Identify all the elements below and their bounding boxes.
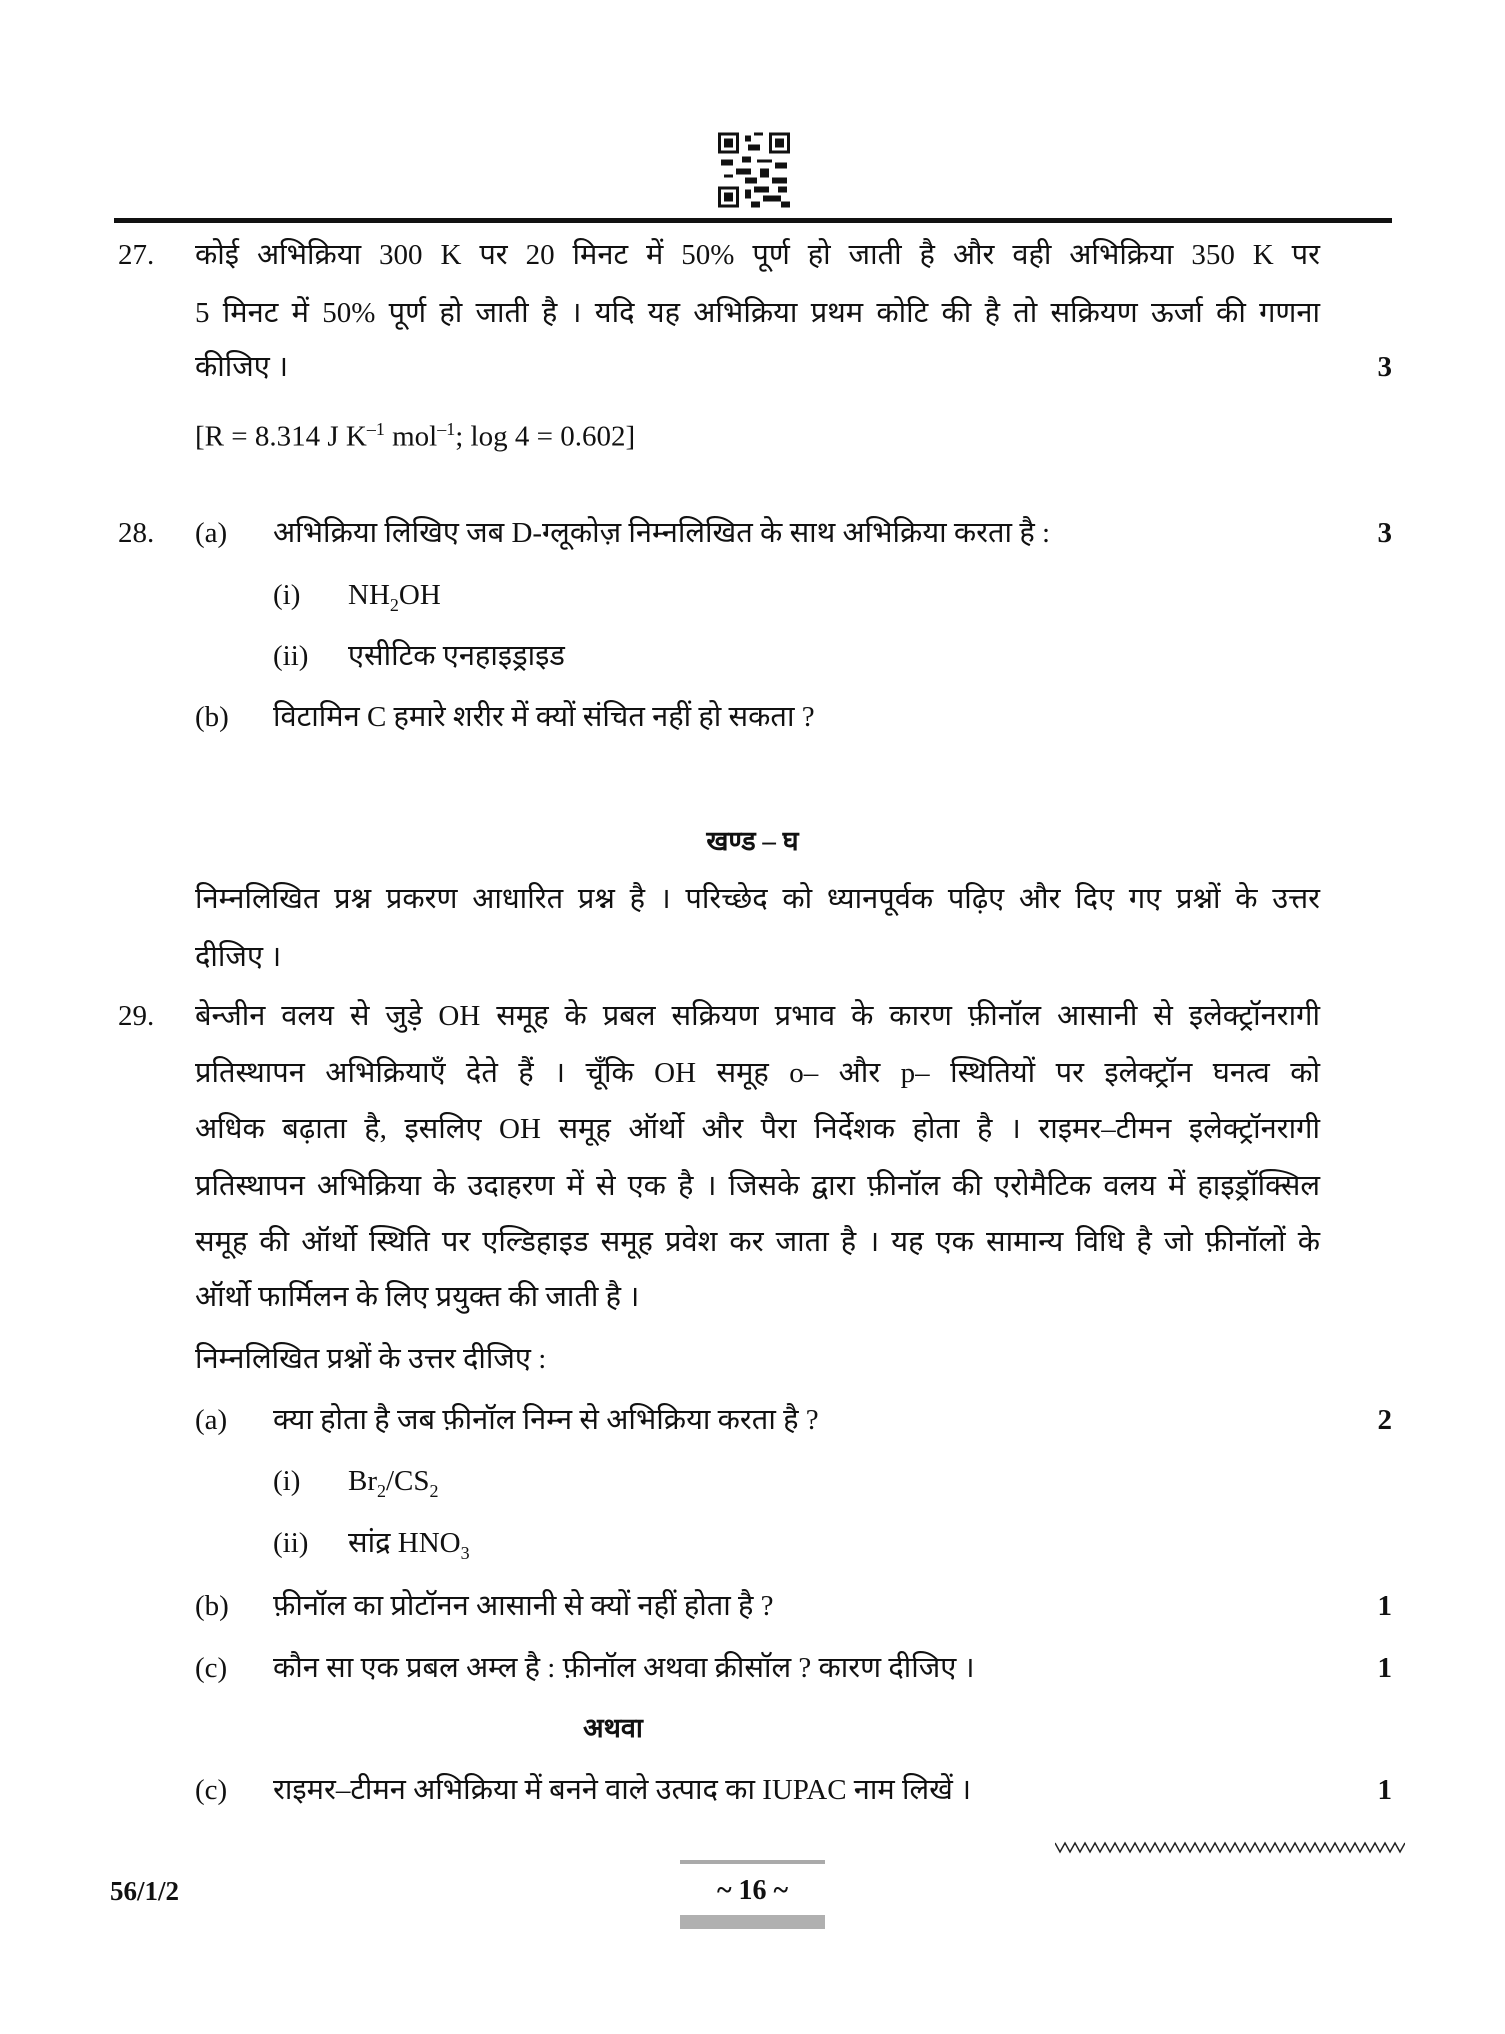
q28-a-text: अभिक्रिया लिखिए जब D-ग्लूकोज़ निम्नलिखित के साथ अभिक्रिया करता है : bbox=[273, 517, 1051, 549]
q29-i-sub1: 2 bbox=[377, 1480, 386, 1501]
q27-data-b: mol bbox=[384, 420, 438, 453]
q29-i-b: /CS bbox=[386, 1465, 430, 1497]
q29-passage-4: प्रतिस्थापन अभिक्रिया के उदाहरण में से एक है । जिसके द्वारा फ़ीनॉल की एरोमैटिक वलय में हाइड्रॉक्सिल bbox=[195, 1170, 1320, 1202]
q29-a-marks: 2 bbox=[1377, 1404, 1392, 1436]
q29-ii-a: सांद्र HNO bbox=[348, 1527, 461, 1559]
q28-ii-text: एसीटिक एनहाइड्राइड bbox=[348, 640, 565, 672]
q29-passage-2: प्रतिस्थापन अभिक्रियाएँ देते हैं । चूँकि OH समूह o– और p– स्थितियों पर इलेक्ट्रॉन घनत्व को bbox=[195, 1057, 1320, 1089]
q29-c-label: (c) bbox=[195, 1652, 228, 1684]
page-number: ~ 16 ~ bbox=[716, 1875, 789, 1906]
q28-a-label: (a) bbox=[195, 517, 228, 549]
q29-b-marks: 1 bbox=[1377, 1590, 1392, 1622]
q27-line-2: 5 मिनट में 50% पूर्ण हो जाती है । यदि यह अभिक्रिया प्रथम कोटि की है तो सक्रियण ऊर्जा की गणना bbox=[195, 297, 1320, 329]
q29-i-a: Br bbox=[348, 1465, 377, 1497]
q27-marks: 3 bbox=[1377, 351, 1392, 383]
q29-i-sub2: 2 bbox=[429, 1480, 439, 1501]
q29-passage-6: ऑर्थो फार्मिलन के लिए प्रयुक्त की जाती है । bbox=[195, 1281, 640, 1313]
q29-ii-sub: 3 bbox=[460, 1542, 470, 1563]
q29-passage-5: समूह की ऑर्थो स्थिति पर एल्डिहाइड समूह प्रवेश कर जाता है । यह एक सामान्य विधि है जो फ़ीनॉलों के bbox=[195, 1226, 1320, 1258]
q28-b-text: विटामिन C हमारे शरीर में क्यों संचित नहीं हो सकता ? bbox=[273, 701, 815, 733]
q29-c2-label: (c) bbox=[195, 1774, 228, 1806]
q28-i-sub: 2 bbox=[389, 594, 399, 615]
q29-i-label: (i) bbox=[273, 1465, 301, 1497]
q29-ii-label: (ii) bbox=[273, 1527, 309, 1559]
q29-ii-text bbox=[348, 1525, 470, 1571]
q29-c-marks: 1 bbox=[1377, 1652, 1392, 1684]
q29-c-text: कौन सा एक प्रबल अम्ल है : फ़ीनॉल अथवा क्रीसॉल ? कारण दीजिए । bbox=[273, 1652, 975, 1684]
q29-b-label: (b) bbox=[195, 1590, 229, 1622]
q28-marks: 3 bbox=[1377, 517, 1392, 549]
q28-ii-label: (ii) bbox=[273, 640, 309, 672]
q27-data-c: ; log 4 = 0.602] bbox=[455, 420, 636, 453]
q28-i-text bbox=[348, 577, 441, 623]
q29-passage-1: बेन्जीन वलय से जुड़े OH समूह के प्रबल सक्रियण प्रभाव के कारण फ़ीनॉल आसानी से इलेक्ट्रॉनरागी bbox=[195, 1000, 1320, 1032]
q29-passage-3: अधिक बढ़ाता है, इसलिए OH समूह ऑर्थो और पैरा निर्देशक होता है । राइमर–टीमन इलेक्ट्रॉनरागी bbox=[195, 1113, 1320, 1145]
q29-c2-text: राइमर–टीमन अभिक्रिया में बनने वाले उत्पाद का IUPAC नाम लिखें । bbox=[273, 1774, 972, 1806]
end-zigzag bbox=[1055, 1840, 1405, 1856]
qr-code bbox=[718, 132, 790, 208]
section-title: खण्ड – घ bbox=[706, 826, 799, 856]
q29-a-label: (a) bbox=[195, 1404, 228, 1436]
page-number-bar-bottom bbox=[680, 1915, 825, 1929]
q29-a-text: क्या होता है जब फ़ीनॉल निम्न से अभिक्रिया करता है ? bbox=[273, 1404, 819, 1436]
q28-b-label: (b) bbox=[195, 701, 229, 733]
q28-i-label: (i) bbox=[273, 579, 301, 611]
q28-i-a: NH bbox=[348, 579, 390, 611]
q27-number: 27. bbox=[118, 239, 155, 271]
q27-data bbox=[195, 411, 635, 455]
q29-b-text: फ़ीनॉल का प्रोटॉनन आसानी से क्यों नहीं होता है ? bbox=[273, 1590, 774, 1622]
q27-line-3: कीजिए । bbox=[195, 351, 289, 383]
q27-data-a: [R = 8.314 J K bbox=[195, 420, 367, 453]
header-rule bbox=[114, 218, 1392, 223]
or-label: अथवा bbox=[583, 1713, 643, 1743]
q27-line-1: कोई अभिक्रिया 300 K पर 20 मिनट में 50% पूर्ण हो जाती है और वही अभिक्रिया 350 K पर bbox=[195, 239, 1320, 271]
section-instructions-1: निम्नलिखित प्रश्न प्रकरण आधारित प्रश्न है । परिच्छेद को ध्यानपूर्वक पढ़िए और दिए गए प्रश्नों के उत्तर bbox=[195, 883, 1320, 915]
q28-i-b: OH bbox=[398, 579, 441, 611]
section-instructions-2: दीजिए । bbox=[195, 941, 282, 973]
page-number-bar-top bbox=[680, 1860, 825, 1864]
q29-c2-marks: 1 bbox=[1377, 1774, 1392, 1806]
q27-data-sup2: –1 bbox=[437, 419, 456, 439]
q29-prompt: निम्नलिखित प्रश्नों के उत्तर दीजिए : bbox=[195, 1343, 547, 1375]
q27-data-sup1: –1 bbox=[366, 419, 385, 439]
paper-code: 56/1/2 bbox=[110, 1876, 180, 1906]
q28-number: 28. bbox=[118, 517, 155, 549]
q29-number: 29. bbox=[118, 1000, 155, 1032]
q29-i-text bbox=[348, 1463, 439, 1509]
